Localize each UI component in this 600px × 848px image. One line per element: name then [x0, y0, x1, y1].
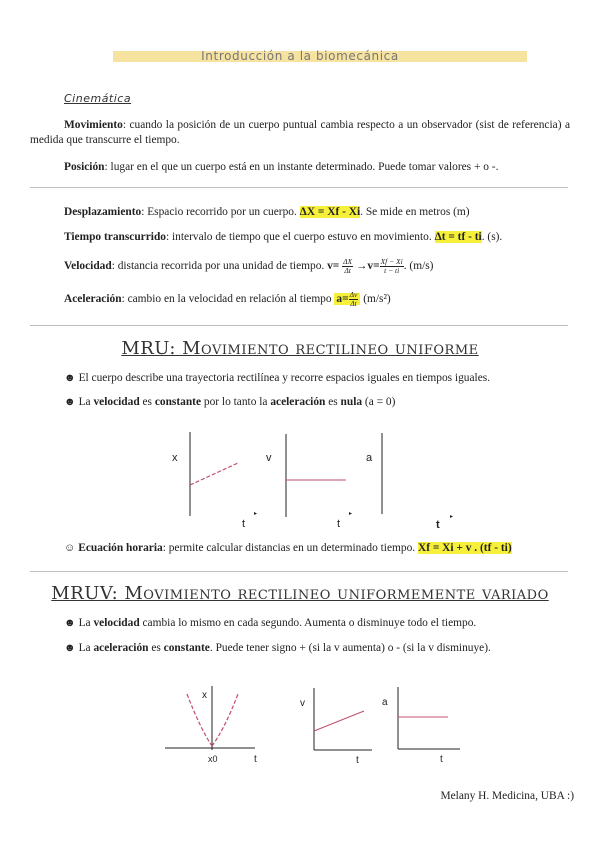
term-velocidad: Velocidad [64, 260, 112, 273]
text-velocidad: : distancia recorrida por una unidad de tiempo. [111, 260, 328, 273]
tail-desplazamiento: . Se mide en metros (m) [360, 206, 470, 218]
bold-velocidad: velocidad [93, 396, 140, 408]
term-tiempo: Tiempo transcurrido [64, 231, 166, 243]
text: es [139, 396, 155, 408]
section-title-mru: MRU: Movimiento rectilineo uniforme [121, 338, 479, 359]
mruv-graph-x-curve-right [212, 694, 238, 746]
text: (a = 0) [362, 396, 396, 408]
text-movimiento: : cuando la posición de un cuerpo puntual cambia respecto a un observador (sist de referencia) a medida que transcurre el tiempo. [30, 119, 570, 146]
formula-tiempo: Δt = tf - ti [434, 231, 482, 243]
section-title-mruv: MRUV: Movimiento rectilineo uniformemente variado [51, 583, 549, 604]
fraction-denominator: Δt [350, 299, 357, 308]
formula-velocidad-v2: v= [367, 260, 380, 273]
text: es [325, 396, 341, 408]
arrow-symbol: → [355, 260, 368, 273]
formula-aceleracion-a: a= [336, 293, 349, 306]
arrow-icon: ▸ [254, 511, 258, 517]
text: cambia lo mismo en cada segundo. Aumenta o disminuye todo el tiempo. [139, 617, 477, 629]
fraction-numerator: ΔX [343, 257, 353, 266]
bold-aceleracion: aceleración [270, 396, 326, 408]
text: . Puede tener signo + (si la v aumenta) o - (si la v disminuye). [209, 642, 491, 654]
mru-graph-x-t-label: t [242, 518, 246, 530]
bold-nula: nula [340, 396, 363, 408]
term-aceleracion: Aceleración [64, 293, 122, 306]
text-desplazamiento: : Espacio recorrido por un cuerpo. [141, 206, 300, 218]
text: La [78, 617, 94, 629]
tail-aceleracion: (m/s²) [360, 293, 391, 306]
mru-graph-v-label: v [266, 452, 272, 464]
mruv-graph-x-label: x [202, 690, 207, 701]
arrow-icon: ▸ [349, 511, 353, 517]
mru-graph-a-label: a [366, 452, 373, 464]
mruv-graph-x0-label: x0 [208, 754, 218, 764]
bold-constante: constante [163, 642, 210, 654]
text: por lo tanto la [201, 396, 271, 408]
text-aceleracion: : cambio en la velocidad en relación al tiempo [121, 293, 335, 306]
fraction-numerator: Xf − Xi [380, 257, 403, 266]
mruv-graph-v-line [314, 711, 364, 731]
bullet-icon: ☻ [64, 617, 76, 629]
mru-graph-a-t-label: t [436, 519, 440, 531]
bullet-icon: ☻ [64, 642, 76, 654]
bullet-icon: ☻ [64, 396, 76, 408]
fraction-denominator: t − ti [384, 266, 400, 275]
text: es [148, 642, 164, 654]
mru-graph-v-t-label: t [337, 518, 341, 530]
text-ecuacion-horaria: : permite calcular distancias en un determinado tiempo. [162, 542, 418, 554]
mruv-graph-a-t-label: t [440, 754, 443, 765]
text: La [78, 396, 94, 408]
smiley-icon: ☺ [64, 542, 76, 554]
mruv-graph-a-label: a [382, 697, 388, 708]
tail-velocidad: . (m/s) [403, 260, 434, 273]
term-movimiento: Movimiento [64, 119, 123, 131]
mruv-graph-v-t-label: t [356, 755, 359, 766]
footer-author: Melany H. Medicina, UBA :) [440, 790, 574, 802]
fraction-denominator: Δt [344, 266, 351, 275]
bold-aceleracion: aceleración [93, 642, 149, 654]
bold-constante: constante [154, 396, 202, 408]
fraction-numerator: Δv [349, 290, 358, 299]
mru-bullet-1-text: El cuerpo describe una trayectoria rectilínea y recorre espacios iguales en tiempos iguales. [78, 372, 491, 384]
text-posicion: : lugar en el que un cuerpo está en un instante determinado. Puede tomar valores + o -. [104, 161, 499, 173]
formula-ecuacion-horaria: Xf = Xi + v . (tf - ti) [417, 542, 512, 554]
text: La [78, 642, 94, 654]
term-posicion: Posición [64, 161, 105, 173]
mruv-graph-v-label: v [300, 698, 305, 709]
term-ecuacion-horaria: Ecuación horaria [78, 542, 163, 554]
term-desplazamiento: Desplazamiento [64, 206, 142, 218]
tail-tiempo: . (s). [481, 231, 503, 243]
bold-velocidad: velocidad [93, 617, 140, 629]
mruv-graph-x-t-label: t [254, 754, 257, 765]
page-header-title: Introducción a la biomecánica [201, 49, 399, 63]
formula-desplazamiento: ΔX = Xf - Xi [299, 206, 361, 218]
bullet-icon: ☻ [64, 372, 76, 384]
mruv-graph-x-curve-left [187, 694, 212, 746]
mru-graph-x-label: x [172, 452, 178, 464]
section-heading-cinematica: Cinemática [64, 92, 132, 105]
formula-velocidad-v1: v= [327, 260, 340, 273]
arrow-icon: ▸ [450, 514, 454, 520]
text-tiempo: : intervalo de tiempo que el cuerpo estuvo en movimiento. [166, 231, 435, 243]
